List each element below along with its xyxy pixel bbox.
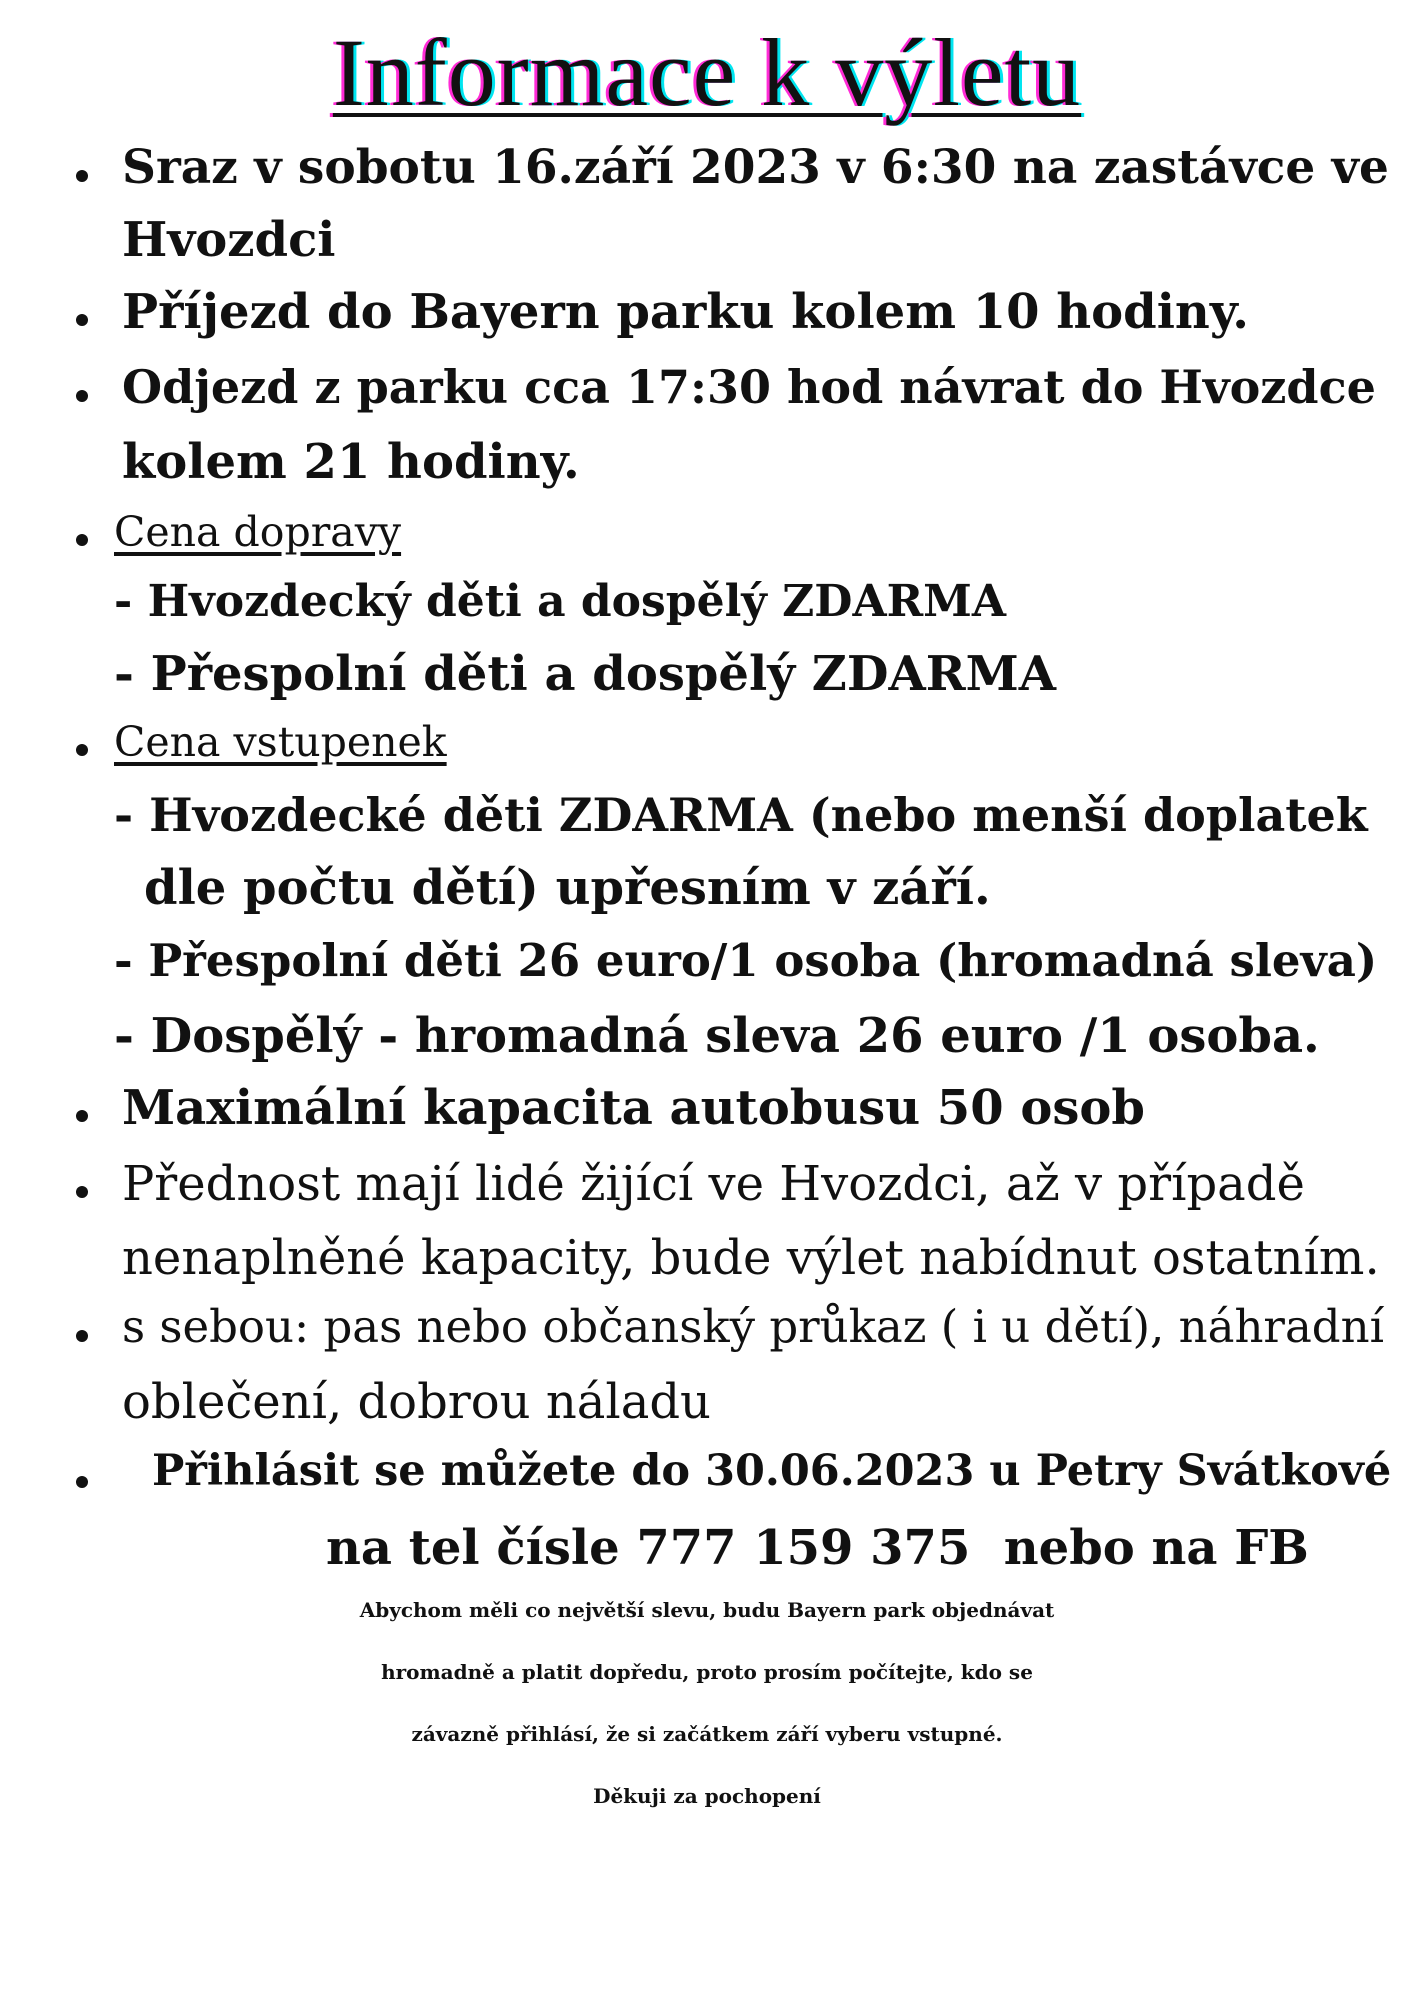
signup-line-2: na tel čísle 777 159 375 nebo na FB bbox=[326, 1520, 1309, 1576]
ticket-price-local-2: dle počtu dětí) upřesním v září. bbox=[144, 860, 991, 916]
footer-thanks: Děkuji za pochopení bbox=[593, 1784, 821, 1808]
bullet-icon bbox=[76, 744, 88, 756]
signup-line-1: Přihlásit se můžete do 30.06.2023 u Petry Svátkové bbox=[122, 1446, 1392, 1496]
bullet-icon bbox=[76, 1110, 88, 1122]
transport-price-heading: Cena dopravy bbox=[114, 508, 402, 556]
bullet-icon bbox=[76, 1330, 88, 1342]
page-title: Informace k výletu bbox=[332, 19, 1082, 126]
bring-along-line-2: oblečení, dobrou náladu bbox=[122, 1374, 711, 1430]
capacity-line: Maximální kapacita autobusu 50 osob bbox=[122, 1080, 1145, 1136]
ticket-price-adults: - Dospělý - hromadná sleva 26 euro /1 osoba. bbox=[114, 1008, 1320, 1064]
transport-price-others: - Přespolní děti a dospělý ZDARMA bbox=[114, 646, 1056, 702]
meeting-line-2: Hvozdci bbox=[122, 212, 336, 268]
footer-line-2: hromadně a platit dopředu, proto prosím počítejte, kdo se bbox=[381, 1660, 1033, 1684]
bullet-icon bbox=[76, 1476, 88, 1488]
bullet-icon bbox=[76, 1186, 88, 1198]
arrival-line: Příjezd do Bayern parku kolem 10 hodiny. bbox=[122, 284, 1249, 340]
bring-along-line-1: s sebou: pas nebo občanský průkaz ( i u dětí), náhradní bbox=[122, 1300, 1384, 1353]
footer-line-3: závazně přihlásí, že si začátkem září vyberu vstupné. bbox=[411, 1722, 1003, 1746]
footer-line-1: Abychom měli co největší slevu, budu Bayern park objednávat bbox=[359, 1598, 1055, 1622]
transport-price-local: - Hvozdecký děti a dospělý ZDARMA bbox=[114, 576, 1006, 627]
departure-line-1: Odjezd z parku cca 17:30 hod návrat do Hvozdce bbox=[122, 360, 1376, 414]
bullet-icon bbox=[76, 534, 88, 546]
bullet-icon bbox=[76, 390, 88, 402]
priority-line-1: Přednost mají lidé žijící ve Hvozdci, až v případě bbox=[122, 1156, 1305, 1212]
priority-line-2: nenaplněné kapacity, bude výlet nabídnut ostatním. bbox=[122, 1230, 1380, 1286]
ticket-price-heading: Cena vstupenek bbox=[114, 718, 447, 766]
meeting-line-1: Sraz v sobotu 16.září 2023 v 6:30 na zastávce ve bbox=[122, 140, 1389, 195]
bullet-icon bbox=[76, 314, 88, 326]
bullet-icon bbox=[76, 170, 88, 182]
ticket-price-others: - Přespolní děti 26 euro/1 osoba (hromadná sleva) bbox=[114, 934, 1378, 987]
departure-line-2: kolem 21 hodiny. bbox=[122, 434, 580, 490]
ticket-price-local-1: - Hvozdecké děti ZDARMA (nebo menší doplatek bbox=[114, 788, 1368, 842]
